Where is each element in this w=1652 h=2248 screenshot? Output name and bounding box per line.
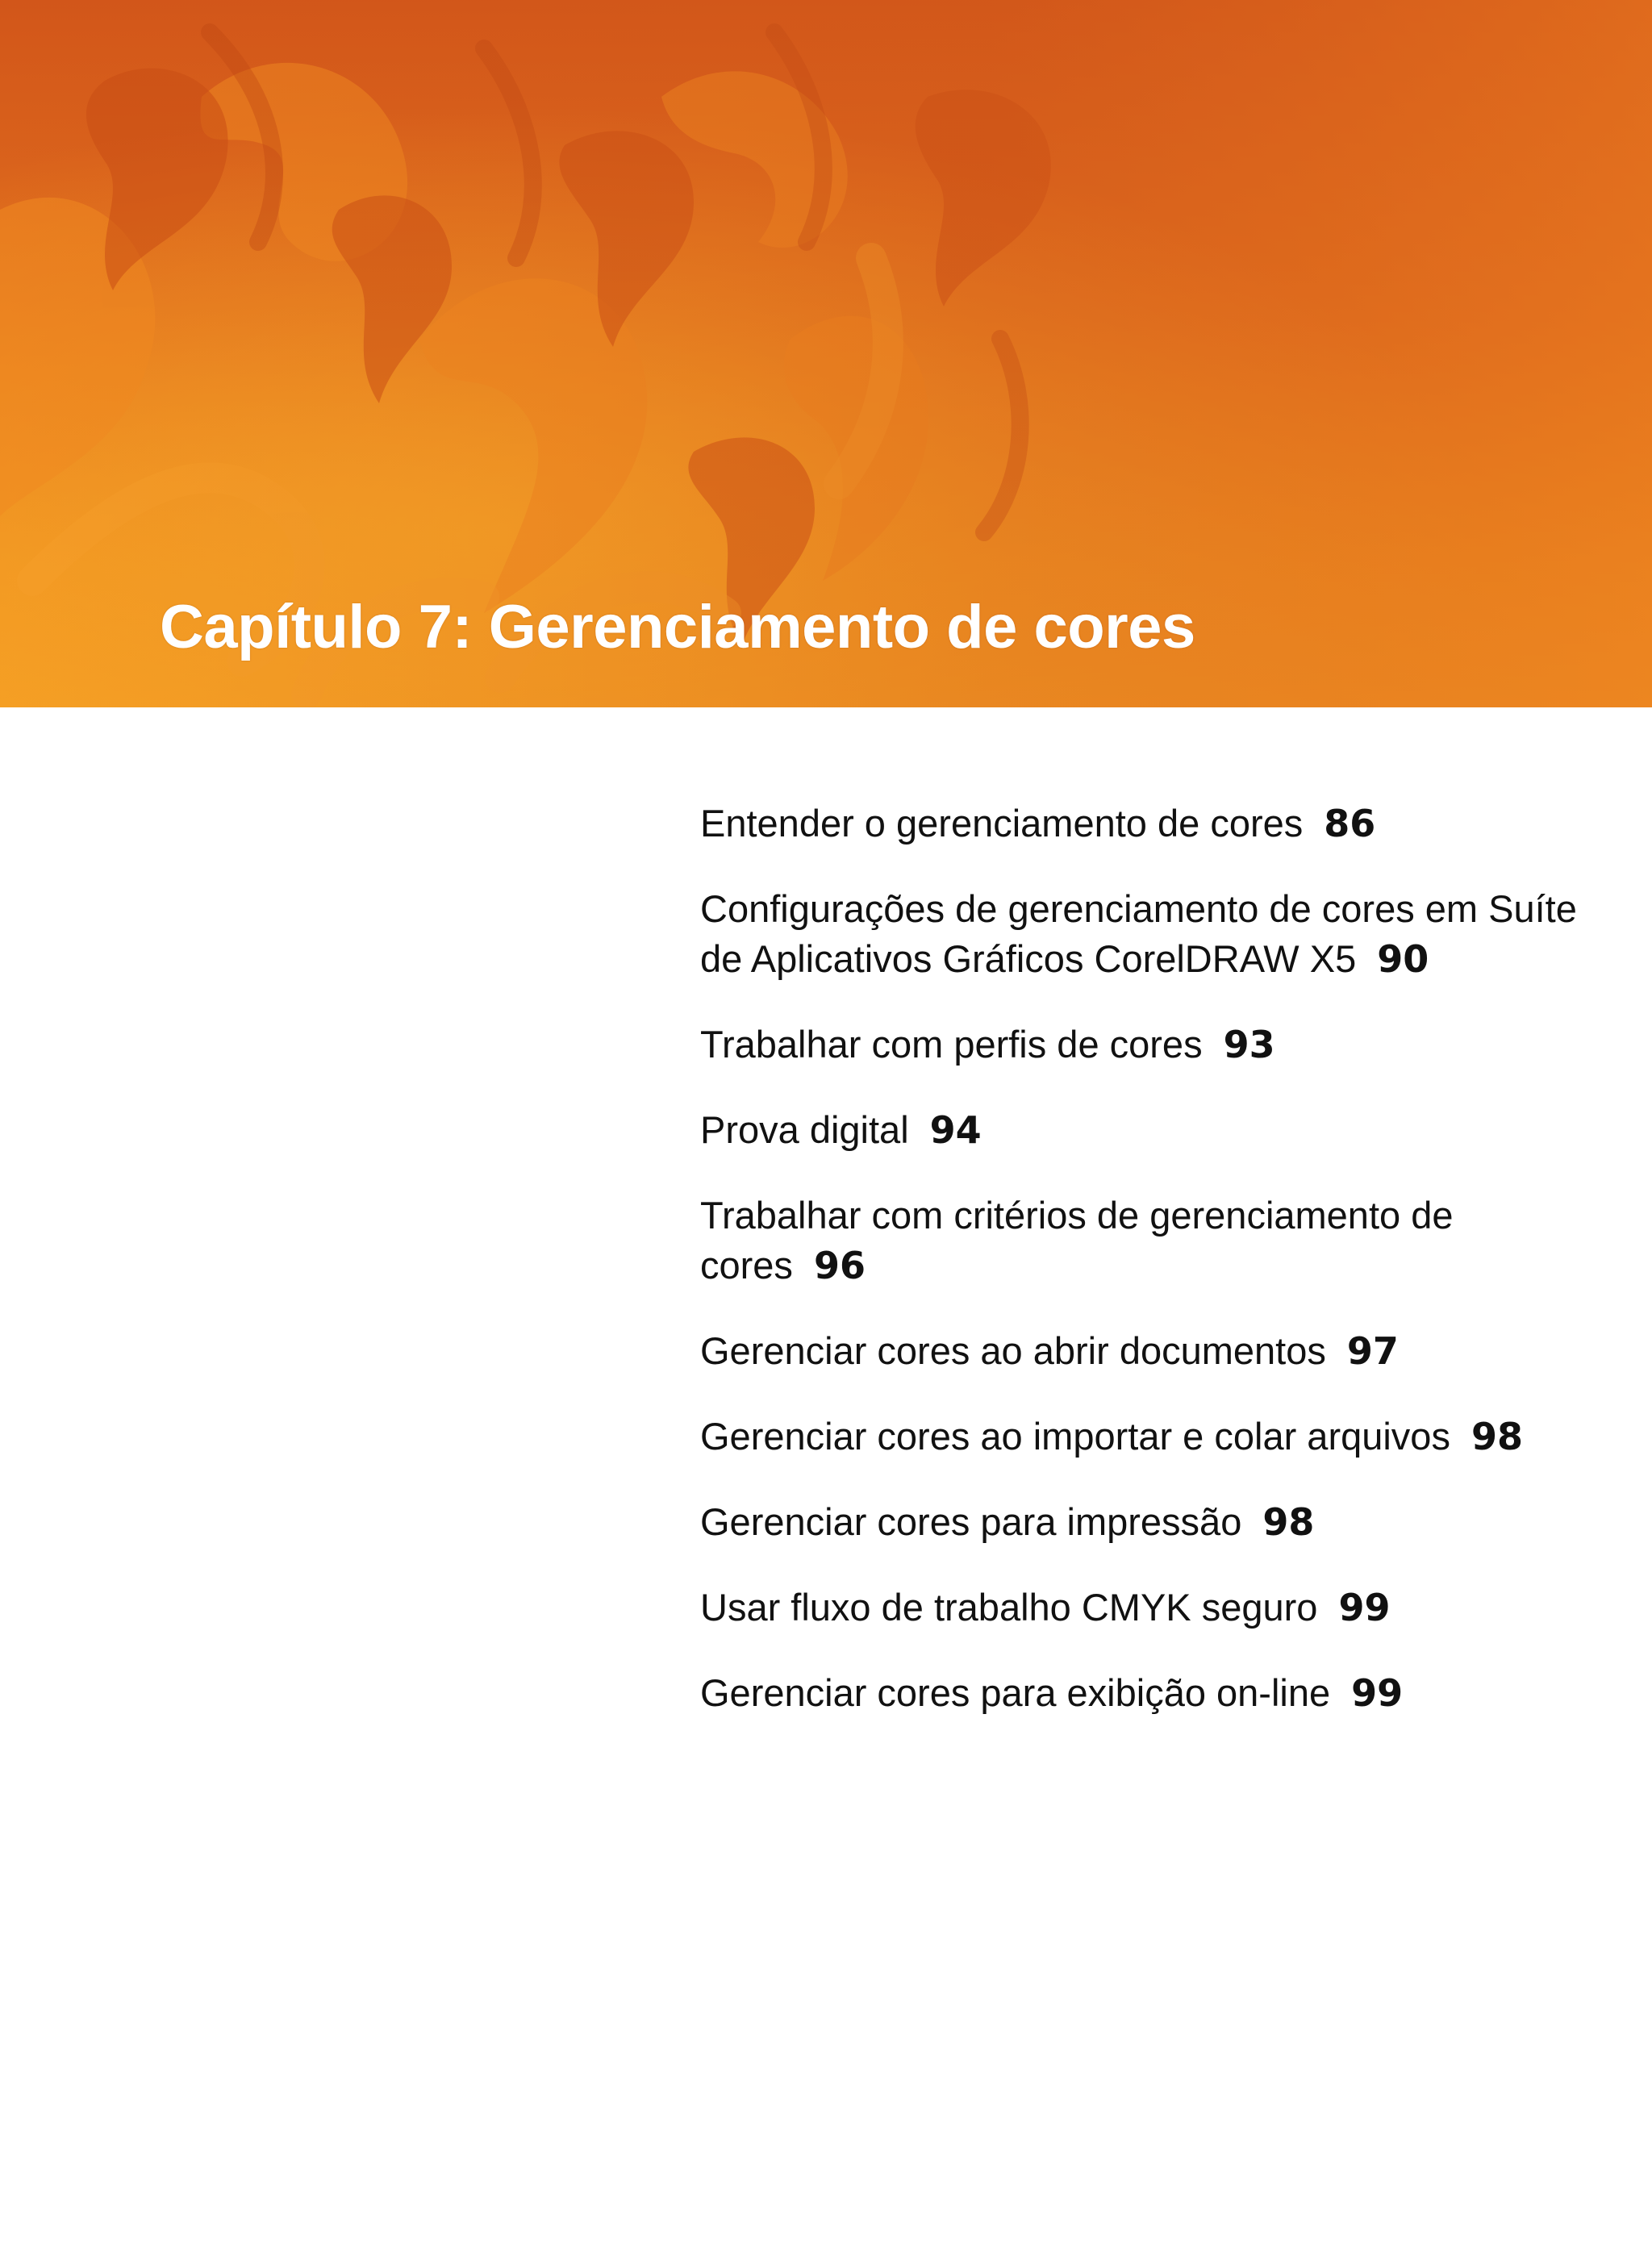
toc-item-title: Gerenciar cores ao importar e colar arquivos <box>700 1415 1450 1458</box>
toc-item-page-number: 86 <box>1324 802 1376 845</box>
table-of-contents <box>700 799 1604 1754</box>
toc-item-online-viewing[interactable] <box>700 1668 1604 1718</box>
toc-item-page-number: 99 <box>1338 1586 1391 1629</box>
toc-item-title: Trabalhar com critérios de gerenciamento de cores <box>700 1194 1454 1287</box>
toc-item-page-number: 98 <box>1471 1415 1523 1458</box>
toc-item-page-number: 96 <box>813 1244 866 1287</box>
toc-item-title: Configurações de gerenciamento de cores em Suíte de Aplicativos Gráficos CorelDRAW X5 <box>700 887 1577 980</box>
toc-item-printing[interactable] <box>700 1497 1604 1547</box>
toc-item-opening-documents[interactable] <box>700 1326 1604 1376</box>
toc-item-page-number: 99 <box>1351 1671 1404 1715</box>
toc-item-safe-cmyk-workflow[interactable] <box>700 1583 1604 1633</box>
toc-item-title: Gerenciar cores para impressão <box>700 1500 1242 1543</box>
toc-item-title: Gerenciar cores ao abrir documentos <box>700 1329 1326 1372</box>
toc-item-importing-pasting[interactable] <box>700 1412 1604 1462</box>
toc-item-color-management-policies[interactable] <box>700 1191 1604 1291</box>
toc-item-understanding-color-management[interactable] <box>700 799 1604 849</box>
toc-item-page-number: 94 <box>929 1108 982 1152</box>
toc-item-color-profiles[interactable] <box>700 1020 1604 1070</box>
toc-item-title: Prova digital <box>700 1108 909 1151</box>
toc-item-soft-proofing[interactable] <box>700 1105 1604 1155</box>
chapter-banner <box>0 0 1652 707</box>
toc-item-title: Trabalhar com perfis de cores <box>700 1023 1203 1066</box>
toc-item-page-number: 98 <box>1262 1500 1315 1544</box>
toc-item-title: Entender o gerenciamento de cores <box>700 802 1304 845</box>
toc-item-page-number: 90 <box>1377 937 1429 981</box>
toc-item-title: Gerenciar cores para exibição on-line <box>700 1671 1331 1714</box>
toc-item-page-number: 97 <box>1346 1329 1399 1373</box>
toc-item-color-management-settings[interactable] <box>700 884 1604 984</box>
toc-item-title: Usar fluxo de trabalho CMYK seguro <box>700 1586 1318 1629</box>
chapter-title: Capítulo 7: Gerenciamento de cores <box>160 593 1195 661</box>
toc-item-page-number: 93 <box>1223 1023 1275 1066</box>
